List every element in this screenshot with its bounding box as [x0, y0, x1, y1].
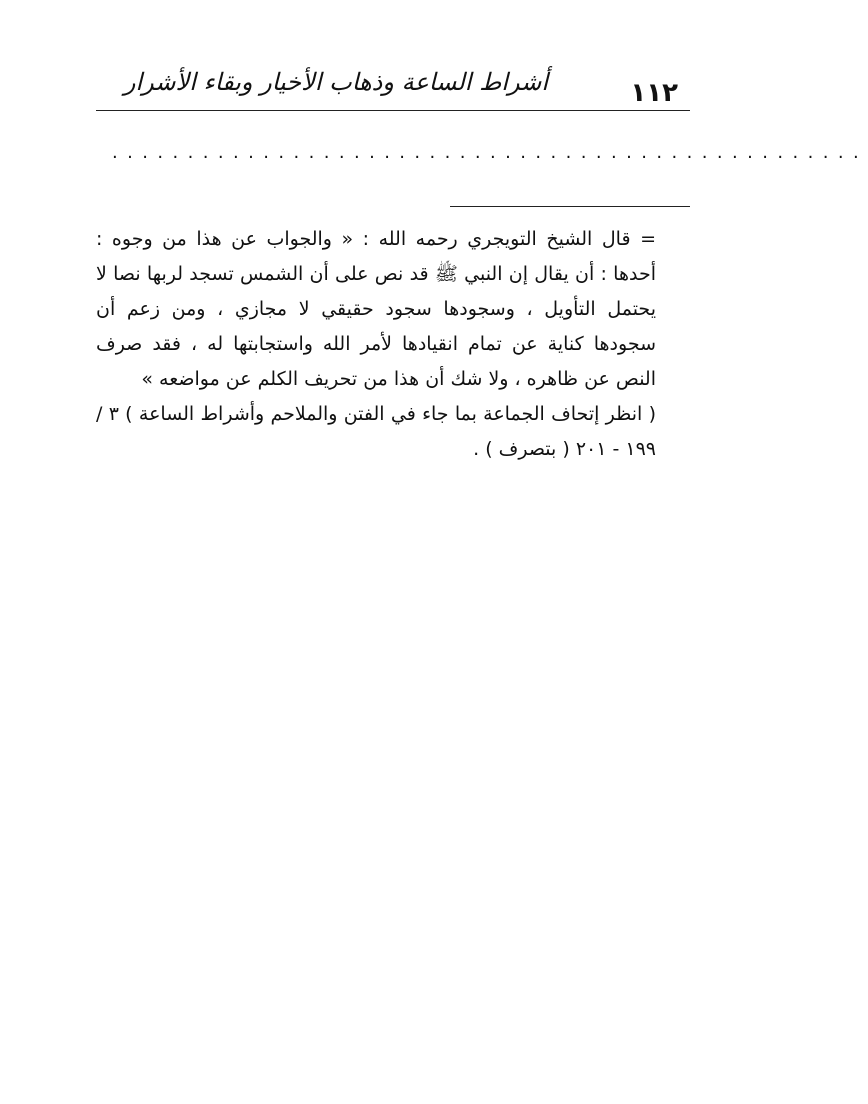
- page-number: ١١٢: [630, 78, 678, 108]
- running-title: أشراط الساعة وذهاب الأخيار وبقاء الأشرار: [123, 68, 548, 96]
- footnote-separator: [450, 206, 690, 207]
- header-rule: [96, 110, 690, 111]
- footnote: [96, 222, 656, 467]
- footnote-source: ( انظر إتحاف الجماعة بما جاء في الفتن والملاحم وأشراط الساعة ) ٣ / ١٩٩ - ٢٠١ ( بتصرف ) .: [96, 403, 656, 460]
- page-header: [96, 60, 690, 110]
- dot-leader: ..................................................: [112, 142, 868, 163]
- footnote-paragraph: = قال الشيخ التويجري رحمه الله : « والجواب عن هذا من وجوه : أحدها : أن يقال إن النبي ﷺ قد نص على أن الشمس تسجد لربها نصا لا يحتمل التأويل ، وسجودها سجود حقيقي لا مجازي ، ومن زعم أن سجودها كناية عن تمام انقيادها لأمر الله واستجابتها له ، فقد صرف النص عن ظاهره ، ولا شك أن هذا من تحريف الكلم عن مواضعه »: [96, 228, 656, 390]
